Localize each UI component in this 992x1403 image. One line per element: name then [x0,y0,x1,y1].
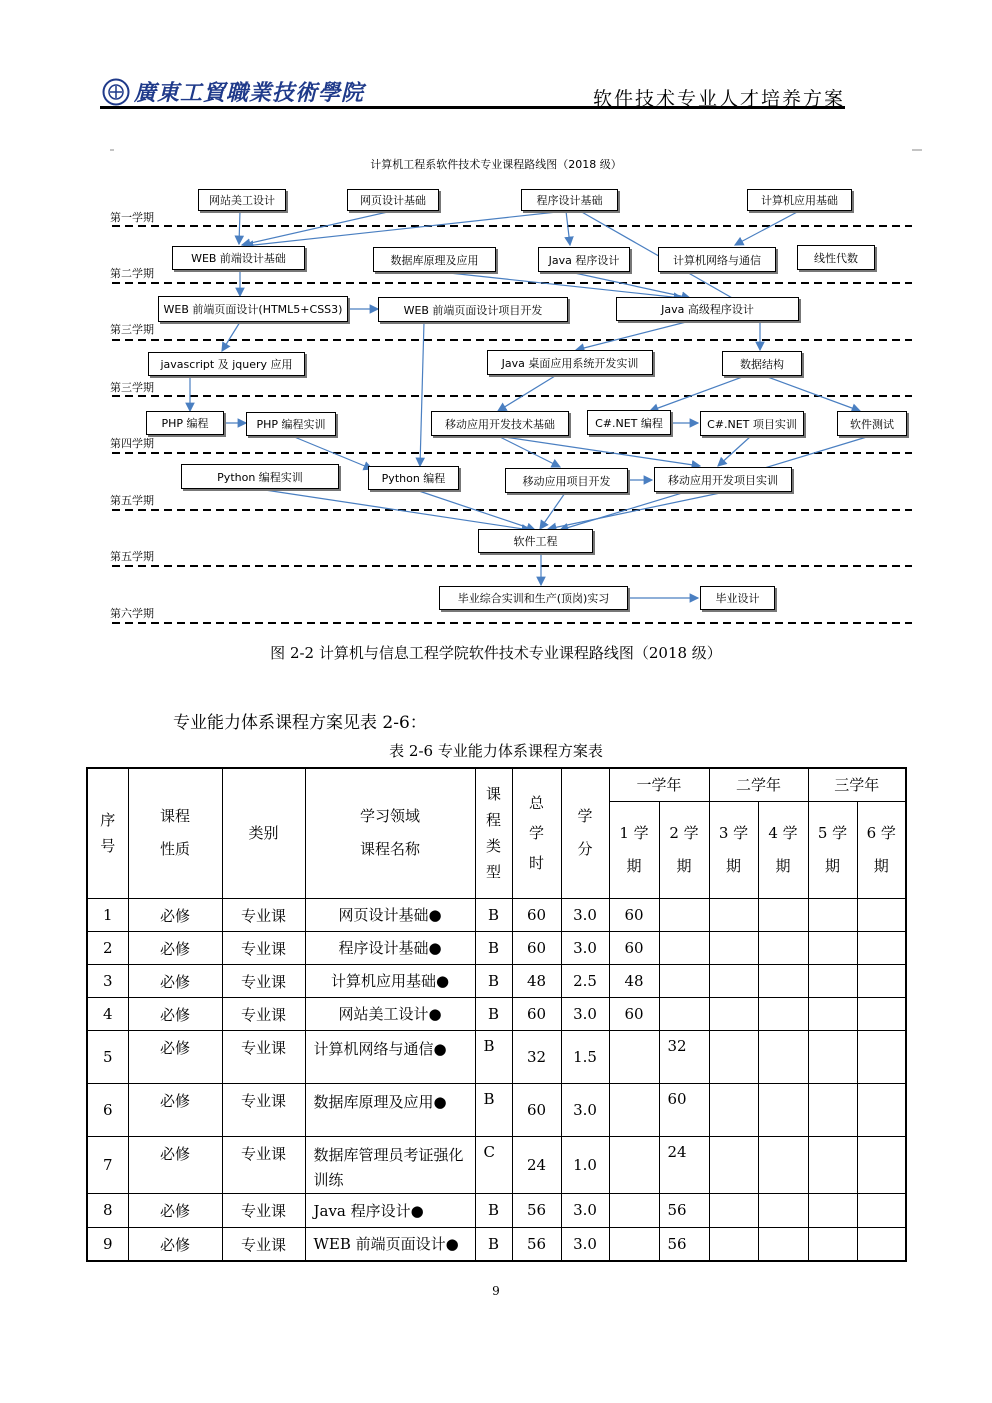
cell-name: 网页设计基础● [305,898,475,931]
course-node: C#.NET 项目实训 [700,411,804,436]
cell-category: 专业课 [222,997,305,1030]
diagram-title: 计算机工程系软件技术专业课程路线图（2018 级） [370,158,622,171]
cell-name: 程序设计基础● [305,931,475,964]
course-node: Python 编程 [368,466,459,490]
cell-s3 [709,931,758,964]
cell-s3 [709,964,758,997]
cell-s6 [857,1030,906,1083]
table-caption: 表 2-6 专业能力体系课程方案表 [389,742,603,760]
term-label: 第六学期 [110,607,154,620]
header-year3: 三学年 [808,768,906,801]
cell-s6 [857,1136,906,1193]
cell-s4 [758,1227,808,1261]
cell-s3 [709,898,758,931]
header-s6: 6 学期 [857,801,906,898]
cell-hours: 56 [512,1227,561,1261]
cell-no: 8 [87,1193,128,1227]
course-node: Java 程序设计 [538,247,630,272]
cell-credit: 3.0 [561,1193,609,1227]
course-node: 软件测试 [837,411,907,436]
course-node: WEB 前端设计基础 [172,246,305,270]
cell-type: B [475,898,512,931]
table-row [87,1083,906,1136]
cell-hours: 60 [512,997,561,1030]
cell-type: C [475,1136,512,1193]
cell-s2 [659,898,709,931]
course-node: 网页设计基础 [347,189,439,211]
cell-s5 [808,931,857,964]
table-row [87,1193,906,1227]
header-no: 序号 [87,768,128,898]
cell-s3 [709,1136,758,1193]
cell-type: B [475,997,512,1030]
course-node: 毕业综合实训和生产(顶岗)实习 [439,586,628,610]
course-node: 软件工程 [478,529,593,553]
header-s2: 2 学期 [659,801,709,898]
term-label: 第一学期 [110,211,154,224]
course-node: 网站美工设计 [198,189,286,211]
table-row [87,931,906,964]
cell-hours: 56 [512,1193,561,1227]
cell-hours: 60 [512,931,561,964]
header-s4: 4 学期 [758,801,808,898]
figure-caption: 图 2-2 计算机与信息工程学院软件技术专业课程路线图（2018 级） [270,644,722,662]
cell-s2 [659,964,709,997]
cell-s4 [758,1030,808,1083]
course-node: Java 高级程序设计 [616,297,799,321]
cell-hours: 24 [512,1136,561,1193]
cell-s1 [609,1083,659,1136]
cell-credit: 3.0 [561,931,609,964]
header-type: 课程类型 [475,768,512,898]
table-row [87,1227,906,1261]
cell-category: 专业课 [222,1083,305,1136]
header-year2: 二学年 [709,768,808,801]
cell-s5 [808,898,857,931]
cell-no: 5 [87,1030,128,1083]
cell-s4 [758,997,808,1030]
cell-s5 [808,1193,857,1227]
header-s3: 3 学期 [709,801,758,898]
cell-s2: 56 [659,1227,709,1261]
course-node: 移动应用开发技术基础 [431,411,569,436]
cell-category: 专业课 [222,964,305,997]
cell-s5 [808,1083,857,1136]
course-node: Java 桌面应用系统开发实训 [487,350,653,375]
term-label: 第二学期 [110,267,154,280]
course-roadmap-diagram [0,0,992,662]
cell-hours: 60 [512,1083,561,1136]
cell-s1 [609,1193,659,1227]
cell-type: B [475,1030,512,1083]
cell-nature: 必修 [128,931,222,964]
cell-s4 [758,1193,808,1227]
cell-s5 [808,1227,857,1261]
institution-name: 廣東工貿職業技術學院 [134,80,365,106]
course-node: PHP 编程实训 [246,412,336,436]
cell-hours: 48 [512,964,561,997]
header-nature: 课程性质 [128,768,222,898]
cell-category: 专业课 [222,898,305,931]
cell-name: WEB 前端页面设计● [305,1227,475,1261]
cell-credit: 3.0 [561,997,609,1030]
course-node: 移动应用项目开发 [505,468,628,493]
header-s5: 5 学期 [808,801,857,898]
cell-s6 [857,931,906,964]
document-title: 软件技术专业人才培养方案 [592,88,845,110]
cell-s3 [709,1227,758,1261]
cell-s3 [709,1193,758,1227]
table-row [87,1136,906,1193]
cell-credit: 3.0 [561,898,609,931]
cell-no: 9 [87,1227,128,1261]
cell-name: 计算机应用基础● [305,964,475,997]
cell-s4 [758,964,808,997]
course-node: 数据结构 [722,351,802,376]
cell-hours: 60 [512,898,561,931]
cell-name: 网站美工设计● [305,997,475,1030]
course-plan-table [86,767,907,1262]
course-node: 线性代数 [797,245,875,270]
cell-nature: 必修 [128,1030,222,1083]
course-node: 移动应用开发项目实训 [654,467,792,492]
cell-nature: 必修 [128,1227,222,1261]
cell-s6 [857,1083,906,1136]
cell-nature: 必修 [128,1083,222,1136]
term-label: 第五学期 [110,494,154,507]
cell-credit: 3.0 [561,1227,609,1261]
course-node: C#.NET 编程 [587,410,671,435]
cell-type: B [475,1227,512,1261]
cell-s2 [659,931,709,964]
cell-no: 6 [87,1083,128,1136]
cell-type: B [475,1083,512,1136]
cell-category: 专业课 [222,1227,305,1261]
cell-s4 [758,931,808,964]
table-row [87,898,906,931]
course-node: 毕业设计 [700,586,775,610]
cell-s5 [808,964,857,997]
cell-no: 2 [87,931,128,964]
header-area: 学习领域课程名称 [305,768,475,898]
cell-credit: 1.0 [561,1136,609,1193]
course-node: 计算机应用基础 [747,189,852,211]
course-node: Python 编程实训 [181,464,339,489]
cell-category: 专业课 [222,931,305,964]
cell-s5 [808,1030,857,1083]
cell-no: 3 [87,964,128,997]
course-node: 数据库原理及应用 [373,247,496,272]
course-node: 程序设计基础 [521,189,618,211]
cell-s2: 32 [659,1030,709,1083]
cell-nature: 必修 [128,964,222,997]
cell-s1 [609,1136,659,1193]
cell-name: 数据库原理及应用● [305,1083,475,1136]
header-category: 类别 [222,768,305,898]
term-label: 第五学期 [110,550,154,563]
course-node: javascript 及 jquery 应用 [148,352,305,376]
cell-s5 [808,1136,857,1193]
term-label: 第四学期 [110,437,154,450]
cell-no: 1 [87,898,128,931]
cell-s6 [857,997,906,1030]
cell-s2: 56 [659,1193,709,1227]
cell-s1: 48 [609,964,659,997]
term-label: 第三学期 [110,381,154,394]
cell-credit: 2.5 [561,964,609,997]
term-label: 第三学期 [110,323,154,336]
cell-nature: 必修 [128,1136,222,1193]
cell-s4 [758,1136,808,1193]
header-year1: 一学年 [609,768,709,801]
table-row [87,1030,906,1083]
cell-category: 专业课 [222,1030,305,1083]
cell-s1: 60 [609,931,659,964]
cell-hours: 32 [512,1030,561,1083]
page-number: 9 [492,1284,500,1298]
cell-s2: 60 [659,1083,709,1136]
cell-s1 [609,1030,659,1083]
cell-type: B [475,1193,512,1227]
cell-name: 计算机网络与通信● [305,1030,475,1083]
course-node: WEB 前端页面设计项目开发 [378,297,568,322]
table-row [87,997,906,1030]
table-row [87,964,906,997]
cell-no: 4 [87,997,128,1030]
cell-category: 专业课 [222,1136,305,1193]
course-node: 计算机网络与通信 [658,247,776,272]
cell-s6 [857,898,906,931]
cell-nature: 必修 [128,1193,222,1227]
cell-s3 [709,1030,758,1083]
cell-name: 数据库管理员考证强化训练 [305,1136,475,1193]
header-credit: 学分 [561,768,609,898]
cell-s5 [808,997,857,1030]
cell-nature: 必修 [128,898,222,931]
course-node: PHP 编程 [146,411,224,435]
cell-nature: 必修 [128,997,222,1030]
cell-type: B [475,931,512,964]
cell-s1: 60 [609,898,659,931]
cell-s2 [659,997,709,1030]
cell-s6 [857,1227,906,1261]
header-hours: 总学时 [512,768,561,898]
cell-s2: 24 [659,1136,709,1193]
cell-s6 [857,1193,906,1227]
cell-no: 7 [87,1136,128,1193]
cell-s4 [758,898,808,931]
cell-category: 专业课 [222,1193,305,1227]
cell-s3 [709,997,758,1030]
cell-name: Java 程序设计● [305,1193,475,1227]
section-intro: 专业能力体系课程方案见表 2-6： [173,713,427,733]
course-node: WEB 前端页面设计(HTML5+CSS3) [158,296,348,322]
cell-type: B [475,964,512,997]
cell-s6 [857,964,906,997]
cell-credit: 1.5 [561,1030,609,1083]
header-s1: 1 学期 [609,801,659,898]
cell-credit: 3.0 [561,1083,609,1136]
cell-s1: 60 [609,997,659,1030]
cell-s1 [609,1227,659,1261]
cell-s4 [758,1083,808,1136]
cell-s3 [709,1083,758,1136]
